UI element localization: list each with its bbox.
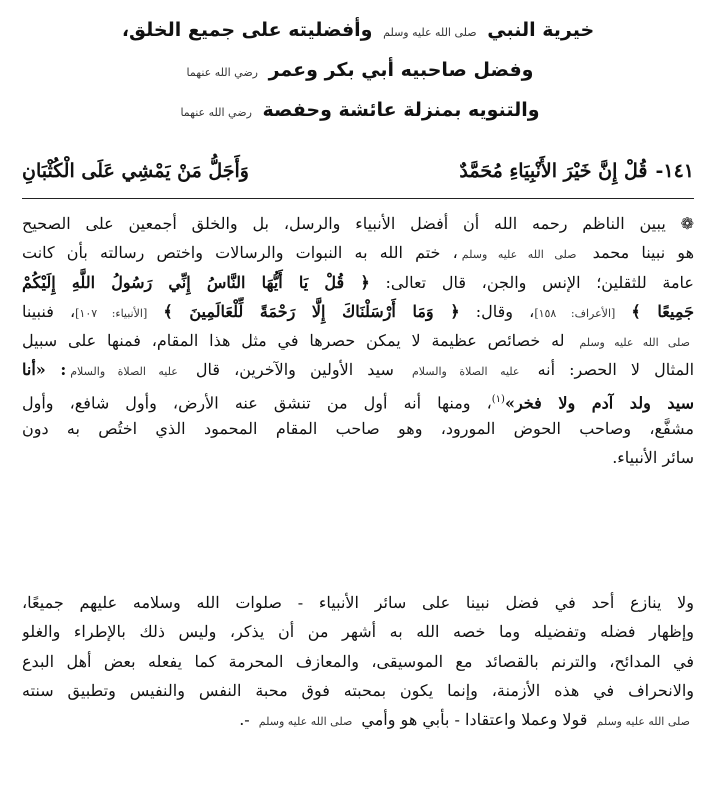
text: ولا ينازع أحد في فضل نبينا على سائر الأنبياء - صلوات الله وسلامه عليهم جميعًا،	[22, 593, 694, 612]
text-line	[22, 617, 694, 646]
surah-reference: [الأعراف: ١٥٨]	[534, 306, 616, 320]
honorific: رضي الله عنهما	[186, 66, 258, 79]
text-line	[22, 355, 694, 384]
heading-text: وأفضليته على جميع الخلق،	[121, 19, 373, 41]
text: قال تعالى:	[385, 272, 466, 292]
honorific: صلى الله عليه وسلم	[461, 248, 577, 262]
verse-first-hemistich: قُلْ إِنَّ خَيْرَ الأَنْبِيَاءِ مُحَمَّدٌ	[459, 160, 648, 182]
text-line	[22, 297, 694, 326]
text-line	[22, 385, 694, 414]
honorific: صلى الله عليه وسلم	[596, 715, 690, 729]
text-line	[22, 209, 694, 238]
text: ❁ يبين الناظم رحمه الله أن أفضل الأنبياء والرسل، بل والخلق أجمعين على الصحيح	[22, 214, 694, 233]
commentary-paragraph-1	[22, 209, 694, 473]
quran-quote: ﴿ قُلْ يَا أَيُّهَا النَّاسُ إِنِّي رَسُولُ اللَّهِ إِلَيْكُمْ	[22, 272, 370, 292]
hadith-quote: : «أنا	[22, 360, 67, 380]
heading-line-1	[60, 10, 656, 50]
heading-text: خيرية النبي	[487, 19, 595, 41]
text: هو نبينا محمد	[592, 243, 694, 263]
hadith-quote: سيد ولد آدم ولا فخر»	[504, 393, 694, 413]
chapter-heading	[60, 10, 656, 130]
text: عامة للثقلين؛ الإنس والجن،	[481, 272, 694, 292]
honorific: صلى الله عليه وسلم	[258, 715, 353, 729]
honorific: عليه الصلاة والسلام	[411, 365, 520, 379]
text-line	[22, 414, 694, 443]
heading-text: والتنويه بمنزلة عائشة وحفصة	[262, 99, 540, 121]
honorific: صلى الله عليه وسلم	[579, 336, 691, 350]
text-line	[22, 238, 694, 267]
text: المثال لا الحصر: أنه	[537, 360, 694, 380]
quran-quote: جَمِيعًا ﴾	[631, 301, 694, 321]
honorific: رضي الله عنهما	[180, 106, 252, 119]
verse-number: ١٤١-	[655, 160, 694, 182]
text-line	[22, 268, 694, 297]
text: والانحراف في هذه الأزمنة، وإنما يكون بمحبته فوق محبة النفس والنفيس وتطبيق سنته	[22, 680, 694, 700]
text: ، ومنها أنه أول من تنشق عنه الأرض، وأول شافع، وأول	[22, 393, 492, 413]
text: مشفَّع، وصاحب الحوض المورود، وهو صاحب المقام المحمود الذي اختُص به دون	[22, 419, 694, 439]
text-line	[22, 588, 694, 617]
honorific: عليه الصلاة والسلام	[70, 365, 178, 379]
text-line	[22, 326, 694, 355]
quran-quote: ﴿ وَمَا أَرْسَلْنَاكَ إِلَّا رَحْمَةً لِّلْعَالَمِينَ ﴾	[163, 301, 460, 321]
footnote-marker[interactable]: (١)	[491, 393, 505, 405]
surah-reference: [الأنبياء: ١٠٧]	[75, 306, 148, 320]
text-line	[22, 676, 694, 705]
text: له خصائص عظيمة لا يمكن حصرها في مثل هذا المقام، فمنها على سبيل	[22, 331, 565, 351]
poem-verse	[22, 150, 694, 192]
commentary-paragraph-2	[22, 588, 694, 734]
text: سيد الأولين والآخرين، قال	[195, 360, 394, 380]
text: قولا وعملا واعتقادا - بأبي هو وأمي	[361, 710, 588, 730]
heading-line-2	[60, 50, 656, 90]
text-line	[22, 705, 694, 734]
heading-line-3	[60, 90, 656, 130]
text: ، وقال:	[475, 301, 535, 321]
text: سائر الأنبياء.	[612, 448, 694, 468]
text: ، فنبينا	[22, 301, 76, 321]
text: في المدائح، والترنم بالقصائد مع الموسيقى، والمعازف المحرمة كما يفعله بعض أهل البدع	[22, 651, 694, 671]
text: -.	[239, 710, 250, 730]
honorific: صلى الله عليه وسلم	[383, 26, 477, 39]
divider-line	[22, 198, 694, 199]
verse-second-hemistich: وَأَجَلُّ مَنْ يَمْشِي عَلَى الْكُثْبَانِ	[21, 160, 249, 182]
text-line	[22, 647, 694, 676]
text: ، ختم الله به النبوات والرسالات واختص رسالته بأن كانت	[22, 243, 458, 263]
text-line	[22, 443, 694, 472]
heading-text: وفضل صاحبيه أبي بكر وعمر	[268, 59, 534, 81]
text: وإظهار فضله وتفضيله وما خصه الله به أشهر من أن يذكر، وليس ذلك بالإطراء والغلو	[22, 622, 694, 642]
